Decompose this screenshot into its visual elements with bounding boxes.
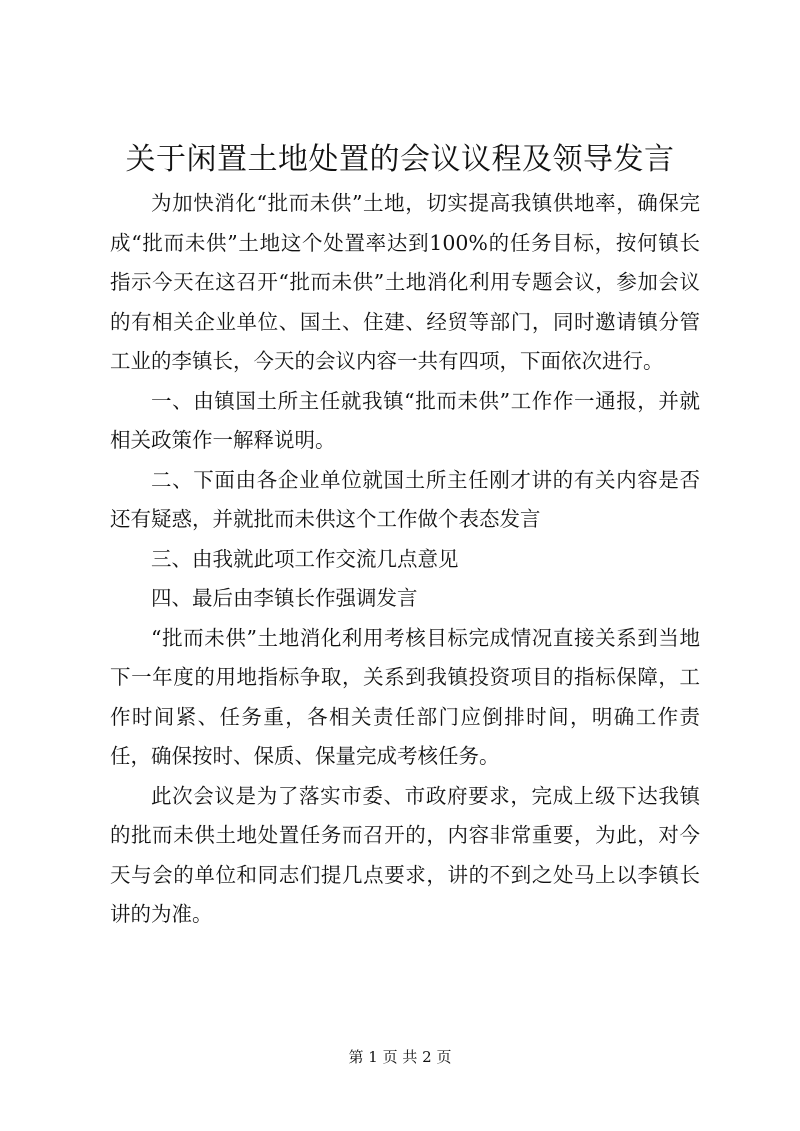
paragraph-intro: 为加快消化“批而未供”土地，切实提高我镇供地率，确保完成“批而未供”土地这个处置率达到100%的任务目标，按何镇长指示今天在这召开“批而未供”土地消化利用专题会议，参加会议的有相关企业单位、国土、住建、经贸等部门，同时邀请镇分管工业的李镇长，今天的会议内容一共有四项，下面依次进行。 [110, 191, 700, 373]
document-body [110, 184, 700, 935]
paragraph-agenda-item-1: 一、由镇国土所主任就我镇“批而未供”工作作一通报，并就相关政策作一解释说明。 [110, 388, 700, 452]
paragraph-agenda-item-4: 四、最后由李镇长作强调发言 [151, 586, 418, 610]
document-title: 关于闲置土地处置的会议议程及领导发言 [125, 142, 675, 177]
paragraph-agenda-item-3: 三、由我就此项工作交流几点意见 [151, 546, 459, 571]
page-footer: 第 1 页 共 2 页 [348, 1048, 452, 1066]
paragraph-agenda-item-2: 二、下面由各企业单位就国土所主任刚才讲的有关内容是否还有疑惑，并就批而未供这个工作做个表态发言 [110, 467, 700, 531]
paragraph-requirements: 此次会议是为了落实市委、市政府要求，完成上级下达我镇的批而未供土地处置任务而召开的，内容非常重要，为此，对今天与会的单位和同志们提几点要求，讲的不到之处马上以李镇长讲的为准。 [110, 783, 700, 926]
paragraph-assessment: “批而未供”土地消化利用考核目标完成情况直接关系到当地下一年度的用地指标争取，关系到我镇投资项目的指标保障，工作时间紧、任务重，各相关责任部门应倒排时间，明确工作责任，确保按时、保质、保量完成考核任务。 [110, 625, 700, 768]
